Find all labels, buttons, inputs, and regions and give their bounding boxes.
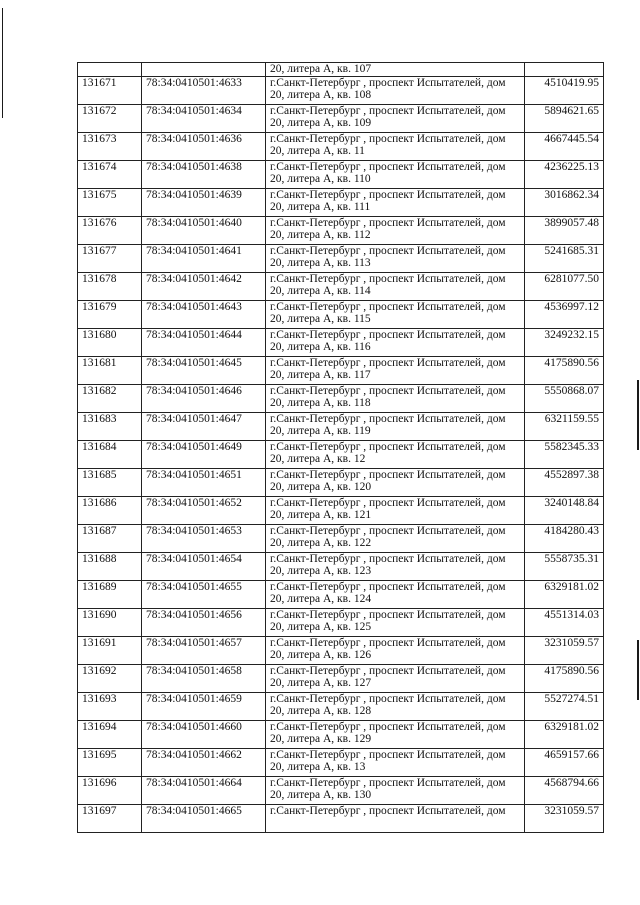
cadastral-number-cell: 78:34:0410501:4658 <box>142 664 266 692</box>
price-cell: 4184280.43 <box>525 524 604 552</box>
row-number-cell: 131674 <box>78 160 142 188</box>
cadastral-number-cell: 78:34:0410501:4639 <box>142 188 266 216</box>
address-line: г.Санкт-Петербург , проспект Испытателей, дом <box>270 496 506 509</box>
price-cell: 4568794.66 <box>525 776 604 804</box>
row-number-cell: 131687 <box>78 524 142 552</box>
address-line: г.Санкт-Петербург , проспект Испытателей, дом <box>270 552 506 565</box>
address-cell <box>266 104 525 132</box>
price-cell: 3231059.57 <box>525 804 604 832</box>
address-line: г.Санкт-Петербург , проспект Испытателей, дом <box>270 804 506 817</box>
row-number-cell: 131672 <box>78 104 142 132</box>
address-line: 20, литера А, кв. 117 <box>270 369 371 381</box>
row-number-cell: 131697 <box>78 804 142 832</box>
price-cell: 3016862.34 <box>525 188 604 216</box>
cadastral-number-cell: 78:34:0410501:4636 <box>142 132 266 160</box>
table-row <box>78 300 604 328</box>
address-line: 20, литера А, кв. 127 <box>270 677 372 689</box>
address-cell <box>266 580 525 608</box>
address-cell <box>266 636 525 664</box>
cadastral-number-cell: 78:34:0410501:4633 <box>142 76 266 104</box>
address-cell <box>266 552 525 580</box>
address-line: г.Санкт-Петербург , проспект Испытателей, дом <box>270 748 506 761</box>
price-cell: 3899057.48 <box>525 216 604 244</box>
table-row <box>78 496 604 524</box>
cadastral-number-cell: 78:34:0410501:4652 <box>142 496 266 524</box>
address-line: 20, литера А, кв. 124 <box>270 593 372 605</box>
address-cell <box>266 384 525 412</box>
row-number-cell: 131694 <box>78 720 142 748</box>
address-cell <box>266 804 525 832</box>
price-cell: 4236225.13 <box>525 160 604 188</box>
address-line: г.Санкт-Петербург , проспект Испытателей, дом <box>270 664 506 677</box>
scan-edge-mark <box>637 640 639 700</box>
address-line: 20, литера А, кв. 12 <box>270 453 366 465</box>
address-line: 20, литера А, кв. 109 <box>270 117 372 129</box>
table-row <box>78 468 604 496</box>
price-cell <box>525 63 604 77</box>
row-number-cell: 131693 <box>78 692 142 720</box>
address-line: г.Санкт-Петербург , проспект Испытателей, дом <box>270 76 506 89</box>
address-cell <box>266 412 525 440</box>
price-cell: 4536997.12 <box>525 300 604 328</box>
price-cell: 5241685.31 <box>525 244 604 272</box>
table-row <box>78 664 604 692</box>
price-cell: 5582345.33 <box>525 440 604 468</box>
address-line: г.Санкт-Петербург , проспект Испытателей, дом <box>270 468 506 481</box>
row-number-cell: 131696 <box>78 776 142 804</box>
address-cell <box>266 720 525 748</box>
address-cell <box>266 300 525 328</box>
address-line: г.Санкт-Петербург , проспект Испытателей, дом <box>270 188 506 201</box>
row-number-cell: 131677 <box>78 244 142 272</box>
address-line: 20, литера А, кв. 115 <box>270 313 371 325</box>
price-cell: 4175890.56 <box>525 356 604 384</box>
table-row <box>78 776 604 804</box>
cadastral-number-cell: 78:34:0410501:4647 <box>142 412 266 440</box>
address-line: г.Санкт-Петербург , проспект Испытателей, дом <box>270 608 506 621</box>
table-row <box>78 720 604 748</box>
address-cell <box>266 160 525 188</box>
address-line: г.Санкт-Петербург , проспект Испытателей, дом <box>270 692 506 705</box>
cadastral-number-cell: 78:34:0410501:4651 <box>142 468 266 496</box>
address-line: г.Санкт-Петербург , проспект Испытателей, дом <box>270 356 506 369</box>
address-line: 20, литера А, кв. 123 <box>270 565 372 577</box>
address-line: г.Санкт-Петербург , проспект Испытателей, дом <box>270 244 506 257</box>
table-row <box>78 692 604 720</box>
row-number-cell: 131680 <box>78 328 142 356</box>
row-number-cell: 131684 <box>78 440 142 468</box>
table-row <box>78 216 604 244</box>
table-row <box>78 132 604 160</box>
price-cell: 4175890.56 <box>525 664 604 692</box>
price-cell: 5894621.65 <box>525 104 604 132</box>
address-line: г.Санкт-Петербург , проспект Испытателей, дом <box>270 440 506 453</box>
row-number-cell: 131689 <box>78 580 142 608</box>
row-number-cell: 131673 <box>78 132 142 160</box>
row-number-cell: 131686 <box>78 496 142 524</box>
address-line: г.Санкт-Петербург , проспект Испытателей, дом <box>270 636 506 649</box>
table-row <box>78 76 604 104</box>
address-line: 20, литера А, кв. 128 <box>270 705 372 717</box>
row-number-cell <box>78 63 142 77</box>
cadastral-number-cell: 78:34:0410501:4655 <box>142 580 266 608</box>
address-line: 20, литера А, кв. 107 <box>270 63 372 75</box>
row-number-cell: 131678 <box>78 272 142 300</box>
row-number-cell: 131683 <box>78 412 142 440</box>
address-line: 20, литера А, кв. 11 <box>270 145 365 157</box>
cadastral-number-cell <box>142 63 266 77</box>
scan-edge-mark <box>2 8 3 118</box>
row-number-cell: 131685 <box>78 468 142 496</box>
address-line: 20, литера А, кв. 129 <box>270 733 372 745</box>
address-line: 20, литера А, кв. 119 <box>270 425 371 437</box>
address-line: г.Санкт-Петербург , проспект Испытателей, дом <box>270 216 506 229</box>
address-line: г.Санкт-Петербург , проспект Испытателей, дом <box>270 580 506 593</box>
address-line: г.Санкт-Петербург , проспект Испытателей, дом <box>270 160 506 173</box>
address-cell <box>266 608 525 636</box>
address-line: 20, литера А, кв. 122 <box>270 537 372 549</box>
table-row <box>78 356 604 384</box>
address-cell <box>266 132 525 160</box>
table-row <box>78 160 604 188</box>
address-line: 20, литера А, кв. 108 <box>270 89 372 101</box>
row-number-cell: 131688 <box>78 552 142 580</box>
address-cell <box>266 664 525 692</box>
row-number-cell: 131671 <box>78 76 142 104</box>
address-cell <box>266 76 525 104</box>
cadastral-number-cell: 78:34:0410501:4638 <box>142 160 266 188</box>
table-row <box>78 440 604 468</box>
row-number-cell: 131690 <box>78 608 142 636</box>
address-cell <box>266 776 525 804</box>
address-line: г.Санкт-Петербург , проспект Испытателей, дом <box>270 328 506 341</box>
address-cell <box>266 496 525 524</box>
address-line: г.Санкт-Петербург , проспект Испытателей, дом <box>270 412 506 425</box>
address-line: 20, литера А, кв. 118 <box>270 397 371 409</box>
table-row <box>78 608 604 636</box>
address-cell <box>266 468 525 496</box>
price-cell: 5550868.07 <box>525 384 604 412</box>
address-cell <box>266 63 525 77</box>
row-number-cell: 131691 <box>78 636 142 664</box>
address-line: 20, литера А, кв. 130 <box>270 789 372 801</box>
table-row <box>78 552 604 580</box>
address-cell <box>266 692 525 720</box>
address-line: 20, литера А, кв. 116 <box>270 341 371 353</box>
cadastral-number-cell: 78:34:0410501:4654 <box>142 552 266 580</box>
table-row <box>78 748 604 776</box>
address-cell <box>266 188 525 216</box>
address-line: г.Санкт-Петербург , проспект Испытателей, дом <box>270 384 506 397</box>
table-row <box>78 188 604 216</box>
row-number-cell: 131676 <box>78 216 142 244</box>
price-cell: 5558735.31 <box>525 552 604 580</box>
address-line: 20, литера А, кв. 13 <box>270 761 366 773</box>
table-row <box>78 384 604 412</box>
price-cell: 4667445.54 <box>525 132 604 160</box>
address-line: 20, литера А, кв. 112 <box>270 229 371 241</box>
table-row <box>78 244 604 272</box>
cadastral-number-cell: 78:34:0410501:4662 <box>142 748 266 776</box>
address-line: 20, литера А, кв. 113 <box>270 257 371 269</box>
row-number-cell: 131692 <box>78 664 142 692</box>
address-line: 20, литера А, кв. 111 <box>270 201 371 213</box>
table-row <box>78 524 604 552</box>
price-cell: 6321159.55 <box>525 412 604 440</box>
address-cell <box>266 524 525 552</box>
property-table <box>77 62 604 833</box>
address-line: г.Санкт-Петербург , проспект Испытателей, дом <box>270 524 506 537</box>
cadastral-number-cell: 78:34:0410501:4644 <box>142 328 266 356</box>
price-cell: 6329181.02 <box>525 580 604 608</box>
cadastral-number-cell: 78:34:0410501:4634 <box>142 104 266 132</box>
address-line: г.Санкт-Петербург , проспект Испытателей, дом <box>270 104 506 117</box>
address-line: г.Санкт-Петербург , проспект Испытателей, дом <box>270 300 506 313</box>
address-line: г.Санкт-Петербург , проспект Испытателей, дом <box>270 132 506 145</box>
address-line: 20, литера А, кв. 120 <box>270 481 372 493</box>
price-cell: 6329181.02 <box>525 720 604 748</box>
table-row <box>78 580 604 608</box>
price-cell: 3249232.15 <box>525 328 604 356</box>
cadastral-number-cell: 78:34:0410501:4664 <box>142 776 266 804</box>
cadastral-number-cell: 78:34:0410501:4649 <box>142 440 266 468</box>
address-cell <box>266 356 525 384</box>
table-row <box>78 104 604 132</box>
address-line: г.Санкт-Петербург , проспект Испытателей, дом <box>270 720 506 733</box>
cadastral-number-cell: 78:34:0410501:4646 <box>142 384 266 412</box>
cadastral-number-cell: 78:34:0410501:4643 <box>142 300 266 328</box>
cadastral-number-cell: 78:34:0410501:4660 <box>142 720 266 748</box>
cadastral-number-cell: 78:34:0410501:4657 <box>142 636 266 664</box>
price-cell: 3231059.57 <box>525 636 604 664</box>
table-row <box>78 328 604 356</box>
address-line: 20, литера А, кв. 125 <box>270 621 372 633</box>
cadastral-number-cell: 78:34:0410501:4645 <box>142 356 266 384</box>
table-row <box>78 412 604 440</box>
table-row <box>78 636 604 664</box>
price-cell: 4552897.38 <box>525 468 604 496</box>
address-cell <box>266 440 525 468</box>
cadastral-number-cell: 78:34:0410501:4656 <box>142 608 266 636</box>
address-line: 20, литера А, кв. 114 <box>270 285 371 297</box>
address-line: 20, литера А, кв. 126 <box>270 649 372 661</box>
scan-edge-mark <box>637 380 639 450</box>
row-number-cell: 131695 <box>78 748 142 776</box>
address-cell <box>266 328 525 356</box>
address-cell <box>266 244 525 272</box>
cadastral-number-cell: 78:34:0410501:4659 <box>142 692 266 720</box>
cadastral-number-cell: 78:34:0410501:4653 <box>142 524 266 552</box>
row-number-cell: 131679 <box>78 300 142 328</box>
price-cell: 4659157.66 <box>525 748 604 776</box>
address-line: г.Санкт-Петербург , проспект Испытателей, дом <box>270 776 506 789</box>
table-row <box>78 804 604 832</box>
table-row <box>78 272 604 300</box>
price-cell: 6281077.50 <box>525 272 604 300</box>
price-cell: 5527274.51 <box>525 692 604 720</box>
price-cell: 4510419.95 <box>525 76 604 104</box>
address-line: г.Санкт-Петербург , проспект Испытателей, дом <box>270 272 506 285</box>
address-cell <box>266 748 525 776</box>
address-cell <box>266 216 525 244</box>
address-line: 20, литера А, кв. 110 <box>270 173 371 185</box>
cadastral-number-cell: 78:34:0410501:4641 <box>142 244 266 272</box>
cadastral-number-cell: 78:34:0410501:4642 <box>142 272 266 300</box>
address-line: 20, литера А, кв. 121 <box>270 509 372 521</box>
table-row <box>78 63 604 77</box>
row-number-cell: 131675 <box>78 188 142 216</box>
row-number-cell: 131682 <box>78 384 142 412</box>
cadastral-number-cell: 78:34:0410501:4665 <box>142 804 266 832</box>
cadastral-number-cell: 78:34:0410501:4640 <box>142 216 266 244</box>
row-number-cell: 131681 <box>78 356 142 384</box>
address-cell <box>266 272 525 300</box>
price-cell: 4551314.03 <box>525 608 604 636</box>
price-cell: 3240148.84 <box>525 496 604 524</box>
